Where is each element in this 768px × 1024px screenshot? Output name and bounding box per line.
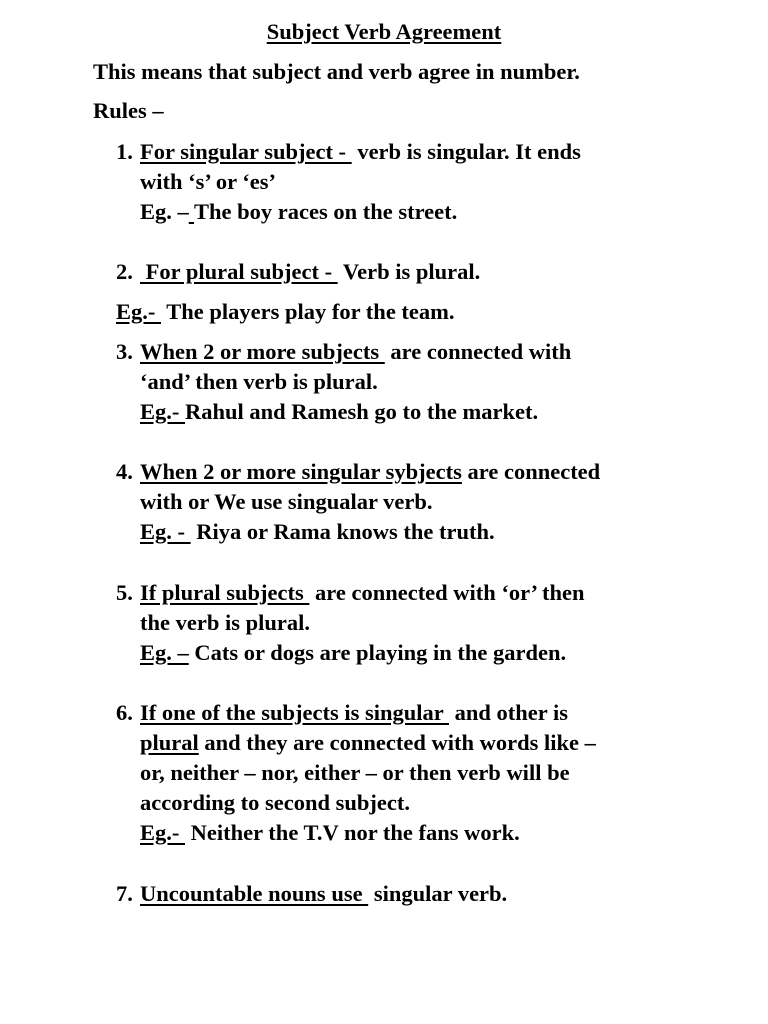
rule-heading: If one of the subjects is singular	[140, 700, 449, 725]
rule-text: and they are connected with words like –	[198, 730, 596, 755]
rule-text: with ‘s’ or ‘es’	[140, 169, 277, 194]
rule-body	[140, 257, 480, 287]
rule-heading: Uncountable nouns use	[140, 881, 369, 906]
example-line	[116, 297, 455, 327]
rule-heading: For plural subject -	[140, 259, 338, 284]
example-label: Eg.-	[116, 299, 161, 324]
rule-keyword: plural	[140, 730, 199, 755]
rule-text: are connected with ‘or’ then	[309, 580, 585, 605]
rule-text: with or We use singualar verb.	[140, 489, 433, 514]
example-label: Eg.-	[140, 399, 185, 424]
rule-body	[140, 457, 600, 547]
example-label: Eg. -	[140, 519, 191, 544]
intro-text: This means that subject and verb agree in number.	[93, 59, 580, 84]
rule-text: singular verb.	[368, 881, 508, 906]
rule-text: are connected	[461, 459, 601, 484]
rule-heading: If plural subjects	[140, 580, 310, 605]
document-title: Subject Verb Agreement	[266, 19, 502, 44]
example-label: Eg. –	[140, 640, 189, 665]
example-text: The players play for the team.	[161, 299, 455, 324]
rule-body	[140, 879, 507, 909]
example-text: Rahul and Ramesh go to the market.	[185, 399, 539, 424]
rule-number: 7.	[116, 881, 133, 906]
rule-body	[140, 698, 596, 848]
rule-text: ‘and’ then verb is plural.	[140, 369, 378, 394]
rule-number: 1.	[116, 139, 133, 164]
example-label: Eg.-	[140, 820, 185, 845]
rule-number: 3.	[116, 339, 133, 364]
example-text: Riya or Rama knows the truth.	[190, 519, 495, 544]
rule-number: 2.	[116, 259, 133, 284]
example-text: Neither the T.V nor the fans work.	[185, 820, 520, 845]
rule-number: 5.	[116, 580, 133, 605]
rule-text: Verb is plural.	[337, 259, 481, 284]
rule-body	[140, 337, 571, 427]
rule-text: verb is singular. It ends	[351, 139, 581, 164]
example-text: Cats or dogs are playing in the garden.	[188, 640, 567, 665]
rule-text: or, neither – nor, either – or then verb will be	[140, 760, 570, 785]
rule-heading: When 2 or more singular sybjects	[140, 459, 462, 484]
rule-heading: When 2 or more subjects	[140, 339, 385, 364]
example-text: The boy races on the street.	[193, 199, 458, 224]
rule-text: are connected with	[384, 339, 572, 364]
rule-heading: For singular subject -	[140, 139, 352, 164]
rule-text: and other is	[448, 700, 568, 725]
example-label: Eg. –	[140, 199, 189, 224]
rule-body	[140, 137, 581, 227]
rule-text: according to second subject.	[140, 790, 410, 815]
rule-body	[140, 578, 585, 668]
rule-number: 6.	[116, 700, 133, 725]
rules-heading: Rules –	[93, 98, 164, 123]
rule-text: the verb is plural.	[140, 610, 311, 635]
rule-number: 4.	[116, 459, 133, 484]
